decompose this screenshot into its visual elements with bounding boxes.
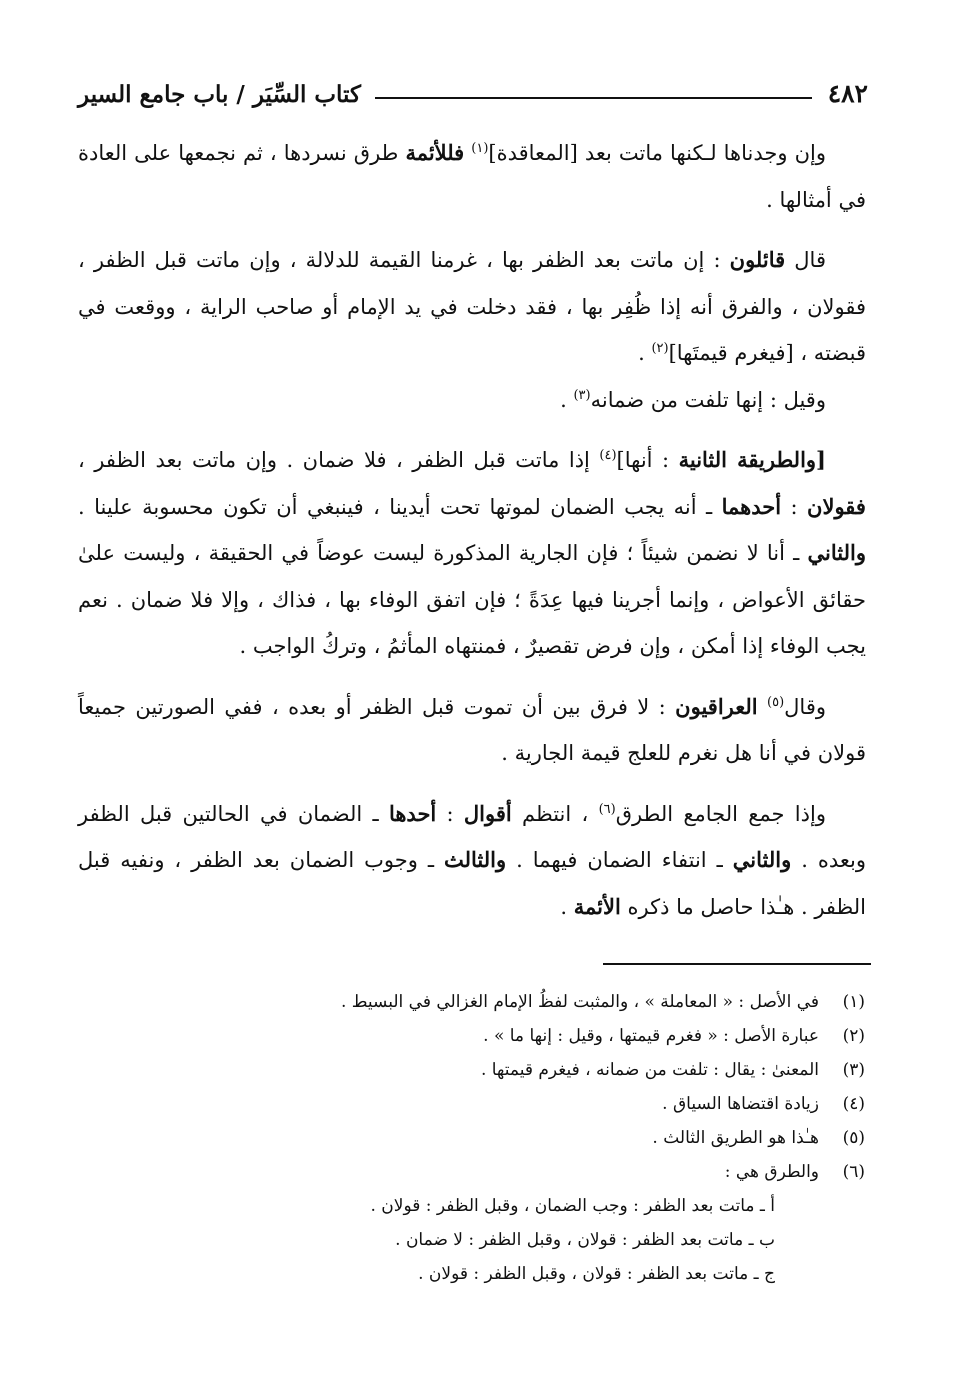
text-span: قال	[794, 248, 826, 272]
bold-term: الأئمة	[573, 893, 621, 919]
text-span: ـ أنه يجب الضمان لموتها تحت أيدينا ، فينبغي أن تكون محسوبة علينا .	[78, 494, 713, 519]
text-span: إذا ماتت قبل الظفر ، فلا ضمان . وإن ماتت بعد الظفر ،	[78, 448, 590, 472]
bold-term: قائلون	[729, 247, 786, 272]
footnote-number: (١)	[842, 992, 865, 1012]
text-span: .	[560, 387, 567, 412]
text-span: .	[638, 341, 645, 365]
footnote-subitem: أ ـ ماتت بعد الظفر : وجب الضمان ، وقبل الظفر : قولان .	[370, 1196, 775, 1216]
text-span: وإن وجدناها لـكنها ماتت بعد [المعاقدة]	[488, 141, 826, 165]
paragraph-5	[78, 684, 866, 777]
text-span: وإذا جمع الجامع الطرق	[615, 801, 826, 826]
footnote	[150, 1121, 865, 1155]
paragraph-3	[78, 377, 866, 424]
text-span: : إن ماتت بعد الظفر بها ، غرمنا القيمة للدلالة ، وإن ماتت قبل الظفر ، فقولان ، والفرق أنه إذا ظُفِر بها ، فقد دخلت في يد الإمام أو صاحب الراية ، ووقعت في قبضته ، [فيغرم قيمتَها]	[78, 248, 866, 365]
footnote-text: في الأصل : « المعاملة » ، والمثبت لفظُ الإمام الغزالي في البسيط .	[340, 992, 819, 1012]
footnote-rule	[603, 963, 871, 965]
footnote	[150, 1155, 865, 1189]
running-head: كتاب السِّيَر / باب جامع السير	[78, 81, 361, 108]
bold-term: فللأئمة	[405, 140, 465, 165]
text-span: طرق نسردها ، ثم نجمعها على العادة في أمثالها .	[78, 141, 866, 212]
paragraph-1	[78, 130, 866, 223]
bold-term: أحدها	[388, 800, 437, 826]
bold-term: والثاني	[732, 847, 792, 872]
paragraph-6	[78, 791, 866, 931]
footnote	[150, 1053, 865, 1087]
footnote-text: زيادة اقتضاها السياق .	[662, 1094, 819, 1114]
text-span: .	[560, 894, 568, 919]
footnote-number: (٣)	[842, 1060, 865, 1080]
footnote-number: (٤)	[842, 1094, 865, 1114]
footnote-text: هـٰذا هو الطريق الثالث .	[652, 1128, 819, 1148]
footnote-ref-5: (٥)	[767, 694, 785, 710]
text-span: وقال	[784, 694, 827, 719]
bold-term: فقولان	[807, 493, 866, 519]
bold-term: العراقيون	[675, 693, 758, 719]
footnote-text: والطرق هي :	[724, 1162, 819, 1182]
bold-term: أحدهما	[721, 493, 782, 519]
footnote-number: (٦)	[842, 1162, 865, 1182]
footnote	[150, 1019, 865, 1053]
bold-term: أقوال	[463, 800, 512, 826]
header-rule	[375, 97, 812, 99]
footnote-subitem: ج ـ ماتت بعد الظفر : قولان ، وقبل الظفر : قولان .	[418, 1264, 775, 1284]
page-header	[78, 68, 868, 108]
text-span: : لا فرق بين أن تموت قبل الظفر أو بعده ، ففي الصورتين جميعاً قولان في أنا هل نغرم للعلج قيمة الجارية .	[78, 694, 866, 765]
footnotes	[150, 985, 865, 1291]
footnote-ref-4: (٤)	[599, 448, 617, 463]
footnote-ref-3: (٣)	[573, 387, 591, 403]
footnote-subitem: ب ـ ماتت بعد الظفر : قولان ، وقبل الظفر : لا ضمان .	[395, 1230, 775, 1250]
text-span: ـ أنا لا نضمن شيئاً ؛ فإن الجارية المذكورة ليست عوضاً في الحقيقة ، وليست علىٰ حقائق الأعواض ، وإنما أجرينا فيها عِدَةً ؛ فإن اتفق الوفاء بها ، فذاك ، وإلا فلا ضمان . نعم يجب الوفاء إذا أمكن ، وإن فرض تقصيرٌ ، فمنتهاه المأثمُ ، وتركُ الواجب .	[78, 541, 866, 658]
bold-term: والثالث	[444, 847, 507, 872]
footnote	[150, 1087, 865, 1121]
footnote-number: (٥)	[842, 1128, 865, 1148]
main-text	[78, 130, 866, 930]
bold-term: [والطريقة الثانية	[678, 447, 826, 472]
footnote	[150, 985, 865, 1019]
text-span: ـ انتفاء الضمان فيهما .	[516, 848, 723, 872]
text-span: وقيل : إنها تلفت من ضمانه	[590, 387, 826, 412]
footnote-text: المعنىٰ : يقال : تلفت من ضمانه ، فيغرم قيمتها .	[480, 1060, 819, 1080]
paragraph-4	[78, 437, 866, 670]
text-span: ـ وجوب الضمان بعد الظفر ، ونفيه قبل الظفر . هـٰذا حاصل ما ذكره	[78, 848, 866, 919]
paragraph-2	[78, 237, 866, 377]
text-span: ، انتظم	[522, 801, 589, 826]
text-span: :	[446, 801, 454, 826]
text-span: :	[790, 494, 798, 519]
footnote-ref-2: (٢)	[651, 341, 669, 356]
text-span: ـ الضمان في الحالتين قبل الظفر وبعده .	[78, 801, 866, 872]
bold-term: والثاني	[807, 540, 866, 565]
footnote-text: عبارة الأصل : « فغرم قيمتها ، وقيل : إنها ما » .	[483, 1026, 819, 1046]
footnote-number: (٢)	[842, 1026, 865, 1046]
footnote-sublist	[150, 1189, 865, 1291]
footnote-ref-1: (١)	[471, 141, 489, 156]
text-span: : أنها]	[616, 448, 670, 472]
page-number: ٤٨٢	[827, 79, 868, 108]
footnote-ref-6: (٦)	[598, 801, 616, 817]
